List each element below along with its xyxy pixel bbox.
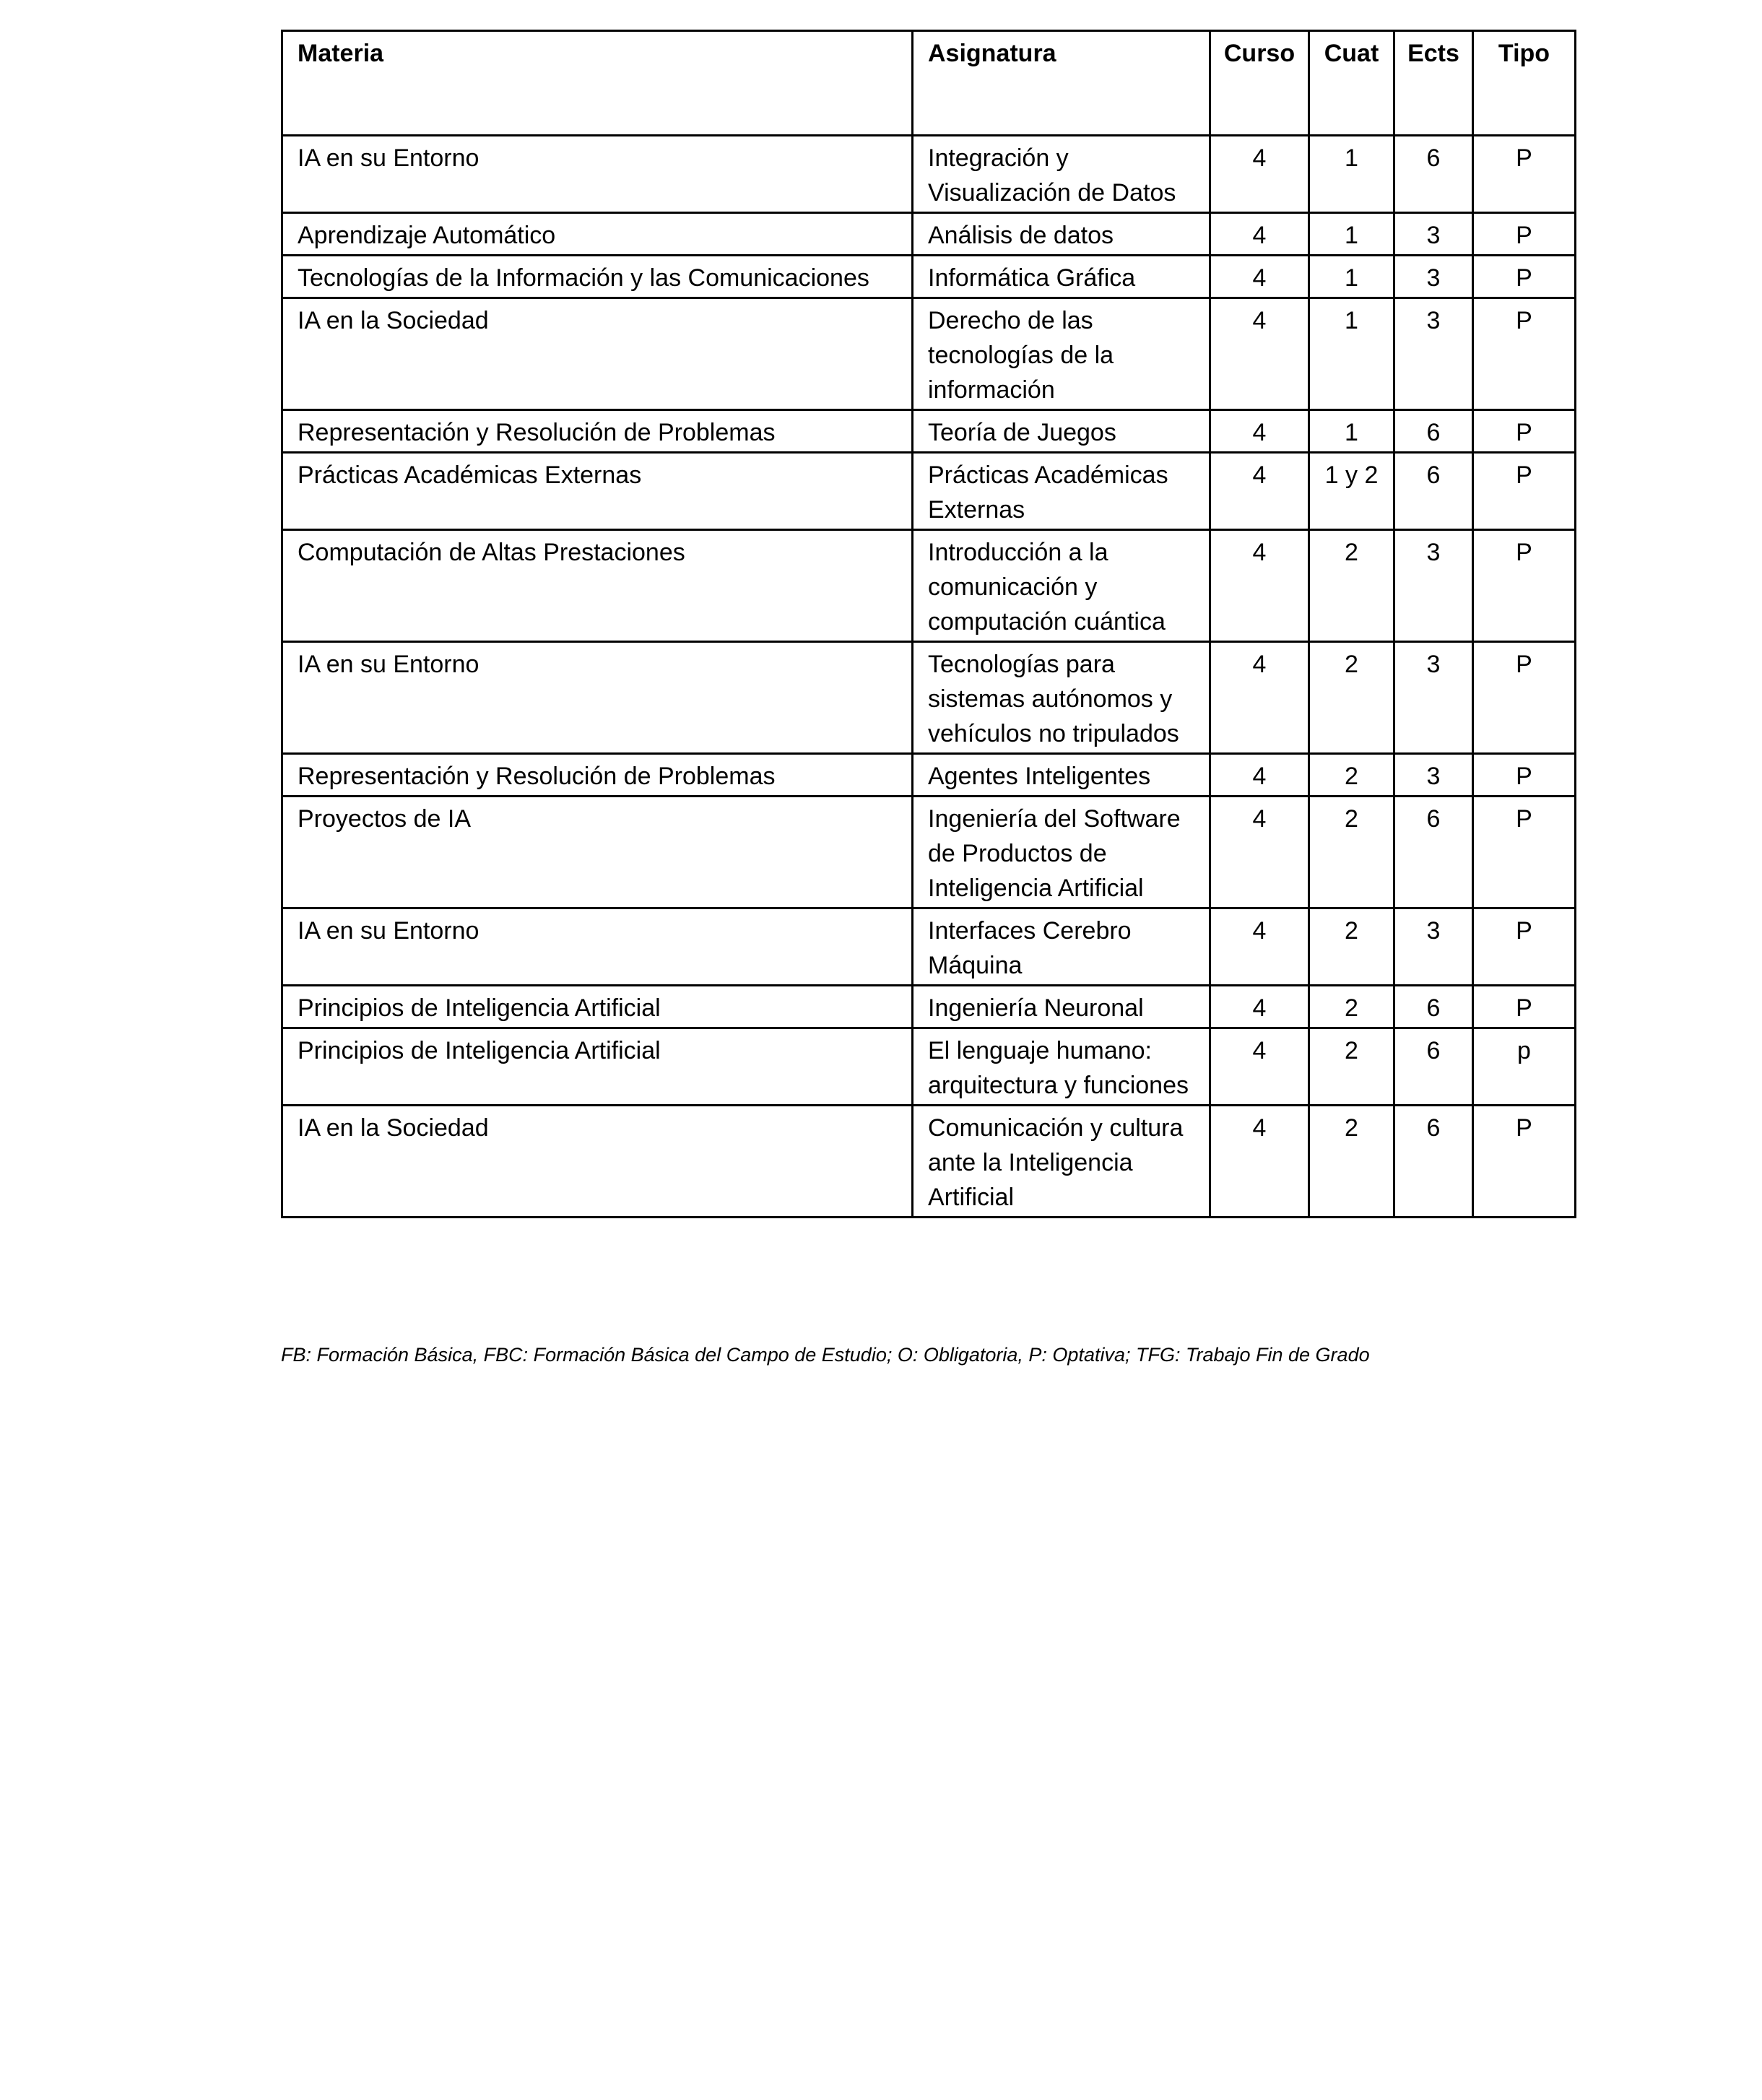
cell-tipo: P	[1473, 256, 1576, 298]
cell-cuat: 1	[1309, 298, 1394, 410]
table-row	[282, 453, 1576, 530]
cell-cuat: 1	[1309, 213, 1394, 256]
table-row	[282, 908, 1576, 986]
cell-ects: 3	[1394, 908, 1473, 986]
cell-tipo: P	[1473, 530, 1576, 642]
cell-cuat: 2	[1309, 642, 1394, 754]
cell-materia: IA en su Entorno	[282, 642, 913, 754]
cell-tipo: P	[1473, 986, 1576, 1028]
cell-asignatura: Agentes Inteligentes	[913, 754, 1210, 797]
cell-materia: IA en la Sociedad	[282, 298, 913, 410]
cell-cuat: 1	[1309, 256, 1394, 298]
header-cuat: Cuat	[1309, 31, 1394, 136]
cell-materia: Representación y Resolución de Problemas	[282, 410, 913, 453]
cell-curso: 4	[1210, 256, 1309, 298]
table-row	[282, 797, 1576, 908]
table-row	[282, 754, 1576, 797]
header-ects: Ects	[1394, 31, 1473, 136]
table-row	[282, 410, 1576, 453]
cell-curso: 4	[1210, 136, 1309, 213]
table-footnote: FB: Formación Básica, FBC: Formación Básica del Campo de Estudio; O: Obligatoria, P: Optativa; TFG: Trabajo Fin de Grado	[281, 1344, 1370, 1366]
cell-ects: 6	[1394, 1106, 1473, 1218]
cell-cuat: 2	[1309, 797, 1394, 908]
cell-tipo: P	[1473, 1106, 1576, 1218]
cell-asignatura: Ingeniería del Software de Productos de Inteligencia Artificial	[913, 797, 1210, 908]
cell-asignatura: Derecho de las tecnologías de la información	[913, 298, 1210, 410]
cell-tipo: P	[1473, 410, 1576, 453]
cell-materia: IA en la Sociedad	[282, 1106, 913, 1218]
subjects-table	[281, 30, 1576, 1218]
cell-cuat: 2	[1309, 1028, 1394, 1106]
cell-curso: 4	[1210, 642, 1309, 754]
cell-ects: 3	[1394, 754, 1473, 797]
cell-curso: 4	[1210, 1028, 1309, 1106]
cell-asignatura: Ingeniería Neuronal	[913, 986, 1210, 1028]
cell-ects: 3	[1394, 530, 1473, 642]
cell-materia: Computación de Altas Prestaciones	[282, 530, 913, 642]
cell-asignatura: Informática Gráfica	[913, 256, 1210, 298]
cell-asignatura: Análisis de datos	[913, 213, 1210, 256]
table-row	[282, 256, 1576, 298]
cell-curso: 4	[1210, 986, 1309, 1028]
cell-cuat: 2	[1309, 908, 1394, 986]
cell-cuat: 2	[1309, 986, 1394, 1028]
cell-asignatura: Introducción a la comunicación y computación cuántica	[913, 530, 1210, 642]
cell-materia: IA en su Entorno	[282, 908, 913, 986]
header-asignatura: Asignatura	[913, 31, 1210, 136]
table-header-row	[282, 31, 1576, 136]
cell-materia: Tecnologías de la Información y las Comunicaciones	[282, 256, 913, 298]
cell-ects: 6	[1394, 797, 1473, 908]
cell-cuat: 2	[1309, 754, 1394, 797]
table-row	[282, 1106, 1576, 1218]
cell-curso: 4	[1210, 530, 1309, 642]
cell-asignatura: Prácticas Académicas Externas	[913, 453, 1210, 530]
cell-ects: 3	[1394, 256, 1473, 298]
table-row	[282, 213, 1576, 256]
cell-tipo: P	[1473, 908, 1576, 986]
table-row	[282, 1028, 1576, 1106]
cell-ects: 3	[1394, 642, 1473, 754]
cell-cuat: 2	[1309, 530, 1394, 642]
cell-materia: Principios de Inteligencia Artificial	[282, 986, 913, 1028]
cell-curso: 4	[1210, 908, 1309, 986]
cell-tipo: P	[1473, 754, 1576, 797]
table-row	[282, 298, 1576, 410]
cell-asignatura: Comunicación y cultura ante la Inteligencia Artificial	[913, 1106, 1210, 1218]
cell-ects: 6	[1394, 453, 1473, 530]
cell-curso: 4	[1210, 213, 1309, 256]
cell-ects: 6	[1394, 986, 1473, 1028]
cell-asignatura: Tecnologías para sistemas autónomos y vehículos no tripulados	[913, 642, 1210, 754]
cell-materia: Aprendizaje Automático	[282, 213, 913, 256]
cell-curso: 4	[1210, 754, 1309, 797]
cell-tipo: P	[1473, 213, 1576, 256]
header-curso: Curso	[1210, 31, 1309, 136]
cell-asignatura: Interfaces Cerebro Máquina	[913, 908, 1210, 986]
table-row	[282, 986, 1576, 1028]
table-body	[282, 136, 1576, 1218]
table-row	[282, 642, 1576, 754]
cell-tipo: P	[1473, 298, 1576, 410]
cell-tipo: P	[1473, 136, 1576, 213]
cell-curso: 4	[1210, 410, 1309, 453]
table-row	[282, 136, 1576, 213]
cell-asignatura: Integración y Visualización de Datos	[913, 136, 1210, 213]
cell-asignatura: Teoría de Juegos	[913, 410, 1210, 453]
cell-cuat: 1	[1309, 410, 1394, 453]
cell-cuat: 2	[1309, 1106, 1394, 1218]
cell-curso: 4	[1210, 453, 1309, 530]
cell-ects: 6	[1394, 410, 1473, 453]
cell-curso: 4	[1210, 298, 1309, 410]
cell-materia: Principios de Inteligencia Artificial	[282, 1028, 913, 1106]
cell-materia: Representación y Resolución de Problemas	[282, 754, 913, 797]
cell-tipo: P	[1473, 797, 1576, 908]
cell-asignatura: El lenguaje humano: arquitectura y funciones	[913, 1028, 1210, 1106]
cell-cuat: 1	[1309, 136, 1394, 213]
cell-materia: Proyectos de IA	[282, 797, 913, 908]
cell-tipo: P	[1473, 642, 1576, 754]
cell-curso: 4	[1210, 797, 1309, 908]
cell-materia: Prácticas Académicas Externas	[282, 453, 913, 530]
cell-ects: 3	[1394, 213, 1473, 256]
cell-tipo: P	[1473, 453, 1576, 530]
cell-ects: 6	[1394, 136, 1473, 213]
cell-materia: IA en su Entorno	[282, 136, 913, 213]
cell-curso: 4	[1210, 1106, 1309, 1218]
cell-cuat: 1 y 2	[1309, 453, 1394, 530]
table-row	[282, 530, 1576, 642]
cell-tipo: p	[1473, 1028, 1576, 1106]
cell-ects: 3	[1394, 298, 1473, 410]
cell-ects: 6	[1394, 1028, 1473, 1106]
header-tipo: Tipo	[1473, 31, 1576, 136]
header-materia: Materia	[282, 31, 913, 136]
